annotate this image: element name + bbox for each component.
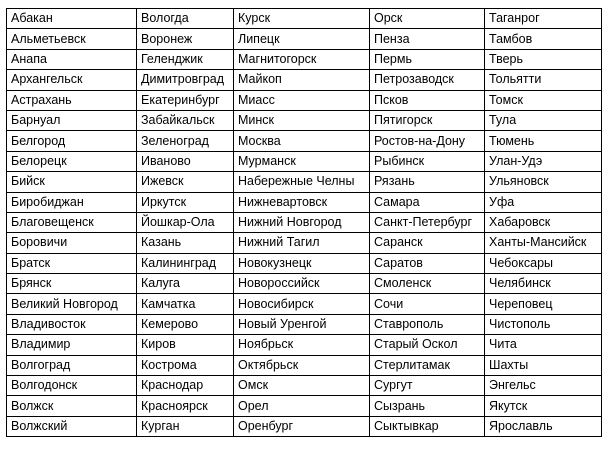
table-cell: Барнуал: [7, 110, 137, 130]
table-cell: Курган: [137, 416, 234, 436]
table-row: [7, 192, 602, 212]
table-cell: Стерлитамак: [370, 355, 485, 375]
table-cell: Ставрополь: [370, 314, 485, 334]
table-cell: Кемерово: [137, 314, 234, 334]
table-cell: Калининград: [137, 253, 234, 273]
table-cell: Казань: [137, 233, 234, 253]
table-cell: Петрозаводск: [370, 70, 485, 90]
table-cell: Уфа: [485, 192, 602, 212]
table-cell: Саранск: [370, 233, 485, 253]
cities-table-body: [7, 9, 602, 437]
table-cell: Вологда: [137, 9, 234, 29]
table-cell: Рыбинск: [370, 151, 485, 171]
table-cell: Самара: [370, 192, 485, 212]
table-cell: Набережные Челны: [234, 172, 370, 192]
table-cell: Ижевск: [137, 172, 234, 192]
table-cell: Волгодонск: [7, 376, 137, 396]
table-cell: Мурманск: [234, 151, 370, 171]
table-cell: Пенза: [370, 29, 485, 49]
table-cell: Новый Уренгой: [234, 314, 370, 334]
table-cell: Калуга: [137, 274, 234, 294]
table-cell: Новороссийск: [234, 274, 370, 294]
table-cell: Пермь: [370, 49, 485, 69]
cities-table: [6, 8, 602, 437]
table-cell: Челябинск: [485, 274, 602, 294]
table-cell: Новокузнецк: [234, 253, 370, 273]
table-cell: Хабаровск: [485, 212, 602, 232]
table-cell: Курск: [234, 9, 370, 29]
table-cell: Энгельс: [485, 376, 602, 396]
table-cell: Владимир: [7, 335, 137, 355]
table-cell: Тольятти: [485, 70, 602, 90]
table-cell: Ханты-Мансийск: [485, 233, 602, 253]
table-cell: Нижний Новгород: [234, 212, 370, 232]
table-cell: Абакан: [7, 9, 137, 29]
table-cell: Белорецк: [7, 151, 137, 171]
table-cell: Октябрьск: [234, 355, 370, 375]
table-cell: Чебоксары: [485, 253, 602, 273]
table-cell: Сызрань: [370, 396, 485, 416]
table-cell: Улан-Удэ: [485, 151, 602, 171]
table-cell: Димитровград: [137, 70, 234, 90]
table-cell: Тамбов: [485, 29, 602, 49]
table-cell: Майкоп: [234, 70, 370, 90]
table-row: [7, 131, 602, 151]
table-cell: Боровичи: [7, 233, 137, 253]
table-cell: Бийск: [7, 172, 137, 192]
table-cell: Рязань: [370, 172, 485, 192]
table-cell: Томск: [485, 90, 602, 110]
table-cell: Йошкар-Ола: [137, 212, 234, 232]
table-cell: Череповец: [485, 294, 602, 314]
table-row: [7, 212, 602, 232]
table-row: [7, 314, 602, 334]
table-cell: Псков: [370, 90, 485, 110]
table-cell: Волжский: [7, 416, 137, 436]
table-cell: Сургут: [370, 376, 485, 396]
table-cell: Орск: [370, 9, 485, 29]
table-cell: Иркутск: [137, 192, 234, 212]
table-cell: Санкт-Петербург: [370, 212, 485, 232]
table-cell: Биробиджан: [7, 192, 137, 212]
table-cell: Оренбург: [234, 416, 370, 436]
table-row: [7, 9, 602, 29]
table-cell: Белгород: [7, 131, 137, 151]
table-cell: Омск: [234, 376, 370, 396]
table-cell: Геленджик: [137, 49, 234, 69]
table-cell: Архангельск: [7, 70, 137, 90]
table-cell: Минск: [234, 110, 370, 130]
table-cell: Старый Оскол: [370, 335, 485, 355]
table-cell: Тверь: [485, 49, 602, 69]
table-cell: Киров: [137, 335, 234, 355]
table-cell: Новосибирск: [234, 294, 370, 314]
table-cell: Липецк: [234, 29, 370, 49]
table-row: [7, 274, 602, 294]
table-cell: Пятигорск: [370, 110, 485, 130]
table-cell: Краснодар: [137, 376, 234, 396]
table-cell: Анапа: [7, 49, 137, 69]
table-cell: Магнитогорск: [234, 49, 370, 69]
table-cell: Волжск: [7, 396, 137, 416]
table-row: [7, 335, 602, 355]
table-row: [7, 29, 602, 49]
table-cell: Шахты: [485, 355, 602, 375]
table-cell: Орел: [234, 396, 370, 416]
table-cell: Смоленск: [370, 274, 485, 294]
table-row: [7, 49, 602, 69]
table-cell: Тюмень: [485, 131, 602, 151]
table-cell: Альметьевск: [7, 29, 137, 49]
table-cell: Ноябрьск: [234, 335, 370, 355]
table-cell: Ульяновск: [485, 172, 602, 192]
table-cell: Сыктывкар: [370, 416, 485, 436]
table-cell: Благовещенск: [7, 212, 137, 232]
table-cell: Москва: [234, 131, 370, 151]
table-cell: Нижневартовск: [234, 192, 370, 212]
table-cell: Тула: [485, 110, 602, 130]
table-cell: Брянск: [7, 274, 137, 294]
table-cell: Волгоград: [7, 355, 137, 375]
table-cell: Братск: [7, 253, 137, 273]
table-cell: Нижний Тагил: [234, 233, 370, 253]
table-cell: Ростов-на-Дону: [370, 131, 485, 151]
table-row: [7, 110, 602, 130]
table-cell: Чистополь: [485, 314, 602, 334]
table-row: [7, 396, 602, 416]
table-cell: Астрахань: [7, 90, 137, 110]
table-cell: Красноярск: [137, 396, 234, 416]
table-cell: Чита: [485, 335, 602, 355]
table-cell: Владивосток: [7, 314, 137, 334]
table-row: [7, 376, 602, 396]
table-cell: Камчатка: [137, 294, 234, 314]
table-cell: Зеленоград: [137, 131, 234, 151]
table-row: [7, 90, 602, 110]
table-row: [7, 294, 602, 314]
table-row: [7, 416, 602, 436]
table-cell: Иваново: [137, 151, 234, 171]
table-cell: Саратов: [370, 253, 485, 273]
table-row: [7, 355, 602, 375]
table-cell: Забайкальск: [137, 110, 234, 130]
table-row: [7, 151, 602, 171]
table-cell: Таганрог: [485, 9, 602, 29]
table-row: [7, 233, 602, 253]
table-cell: Кострома: [137, 355, 234, 375]
table-cell: Ярославль: [485, 416, 602, 436]
table-row: [7, 70, 602, 90]
table-cell: Воронеж: [137, 29, 234, 49]
table-cell: Якутск: [485, 396, 602, 416]
table-cell: Екатеринбург: [137, 90, 234, 110]
table-cell: Сочи: [370, 294, 485, 314]
table-cell: Миасс: [234, 90, 370, 110]
table-cell: Великий Новгород: [7, 294, 137, 314]
table-row: [7, 172, 602, 192]
table-row: [7, 253, 602, 273]
